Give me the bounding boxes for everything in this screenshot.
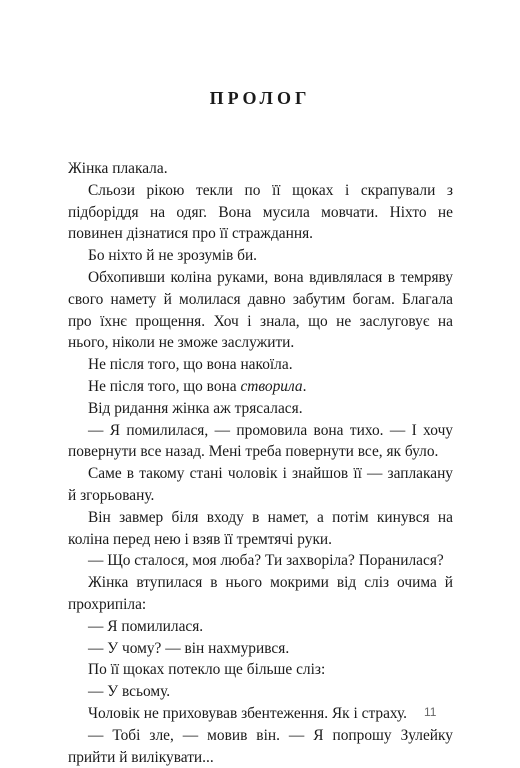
paragraph: Обхопивши коліна руками, вона вдивлялася в темряву свого намету й молилася давно забутим богам. Благала про їхнє прощення. Хоч і знала, що не заслуговує на нього, ніколи не зможе заслужити. — [68, 268, 453, 352]
paragraph: — Що сталося, моя люба? Ти захворіла? Поранилася? — [88, 552, 444, 570]
body-text — [68, 158, 453, 768]
paragraph: Сльози рікою текли по її щоках і скрапували з підборіддя на одяг. Вона мусила мовчати. Ніхто не повинен дізнатися про її страждання. — [68, 181, 453, 243]
paragraph: Саме в такому стані чоловік і знайшов її — заплакану й згорьовану. — [68, 465, 453, 504]
paragraph: — Я помилилася, — промовила вона тихо. — І хочу повернути все назад. Мені треба повернути все, як було. — [68, 421, 453, 461]
paragraph: — У всьому. — [88, 683, 171, 701]
paragraph: Від ридання жінка аж трясалася. — [88, 399, 303, 417]
paragraph: Жінка втупилася в нього мокрими від сліз очима й прохрипіла: — [68, 574, 453, 613]
page-number: 11 — [424, 705, 437, 719]
paragraph: По її щоках потекло ще більше сліз: — [88, 661, 326, 679]
paragraph: Не після того, що вона накоїла. — [88, 356, 293, 374]
paragraph-punctuation: . — [302, 377, 307, 395]
paragraph-text: Не після того, що вона — [88, 377, 241, 395]
paragraph: — Я помилилася. — [88, 617, 204, 635]
paragraph: — Тобі зле, — мовив він. — Я попрошу Зулейку прийти й вилікувати... — [68, 726, 453, 766]
chapter-title: ПРОЛОГ — [209, 88, 311, 108]
paragraph: Чоловік не приховував збентеження. Як і страху. — [88, 704, 408, 722]
emphasis-word: створила — [240, 377, 303, 395]
paragraph: — У чому? — він нахмурився. — [88, 639, 290, 657]
paragraph: Бо ніхто й не зрозумів би. — [88, 247, 258, 265]
paragraph: Жінка плакала. — [68, 160, 168, 177]
paragraph — [68, 376, 453, 398]
paragraph: Він завмер біля входу в намет, а потім кинувся на коліна перед нею і взяв її тремтячі руки. — [68, 508, 453, 548]
